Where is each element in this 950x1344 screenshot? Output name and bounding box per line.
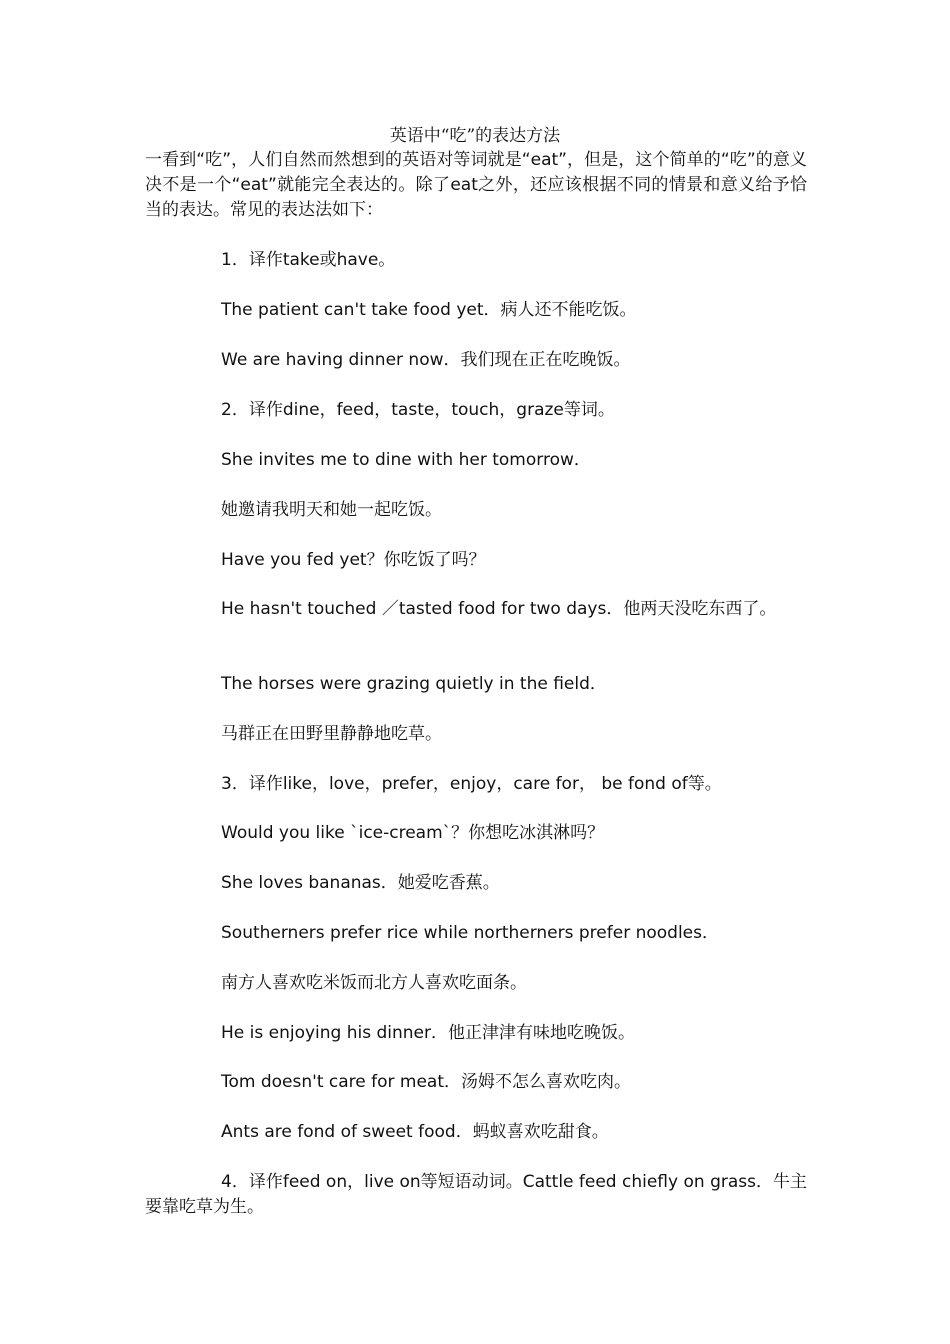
example-sentence: The horses were grazing quietly in the field． [221, 674, 607, 694]
example-sentence: He is enjoying his dinner．他正津津有味地吃晚饭。 [221, 1023, 636, 1043]
section-4-paragraph: 4．译作feed on，live on等短语动词。Cattle feed chiefly on grass．牛主要靠吃草为生。 [145, 1172, 807, 1217]
example-sentence: Would you like `ice-cream`？你想吃冰淇淋吗？ [221, 823, 605, 843]
example-sentence: She loves bananas．她爱吃香蕉。 [221, 873, 500, 893]
example-sentence: We are having dinner now．我们现在正在吃晚饭。 [221, 350, 631, 370]
example-translation: 她邀请我明天和她一起吃饭。 [221, 500, 442, 520]
example-sentence: He hasn't touched ／tasted food for two days．他两天没吃东西了。 [221, 599, 777, 619]
document-title: 英语中“吃”的表达方法 [389, 126, 561, 146]
example-sentence: Tom doesn't care for meat．汤姆不怎么喜欢吃肉。 [221, 1072, 632, 1092]
example-sentence: Southerners prefer rice while northerners prefer noodles． [221, 923, 719, 943]
example-sentence: The patient can't take food yet．病人还不能吃饭。 [221, 300, 637, 320]
section-2-heading: 2．译作dine，feed，taste，touch，graze等词。 [221, 400, 615, 420]
section-3-heading: 3．译作like，love，prefer，enjoy，care for， be fond of等。 [221, 774, 722, 794]
example-sentence: Ants are fond of sweet food．蚂蚁喜欢吃甜食。 [221, 1122, 609, 1142]
example-sentence: Have you fed yet？你吃饭了吗？ [221, 550, 486, 570]
example-translation: 南方人喜欢吃米饭而北方人喜欢吃面条。 [221, 973, 527, 993]
example-sentence: She invites me to dine with her tomorrow． [221, 450, 591, 470]
intro-paragraph: 一看到“吃”，人们自然而然想到的英语对等词就是“eat”，但是，这个简单的“吃”的意义决不是一个“eat”就能完全表达的。除了eat之外，还应该根据不同的情景和意义给予恰当的表达。常见的表达法如下： [145, 150, 807, 220]
example-translation: 马群正在田野里静静地吃草。 [221, 724, 442, 744]
section-1-heading: 1．译作take或have。 [221, 250, 396, 270]
